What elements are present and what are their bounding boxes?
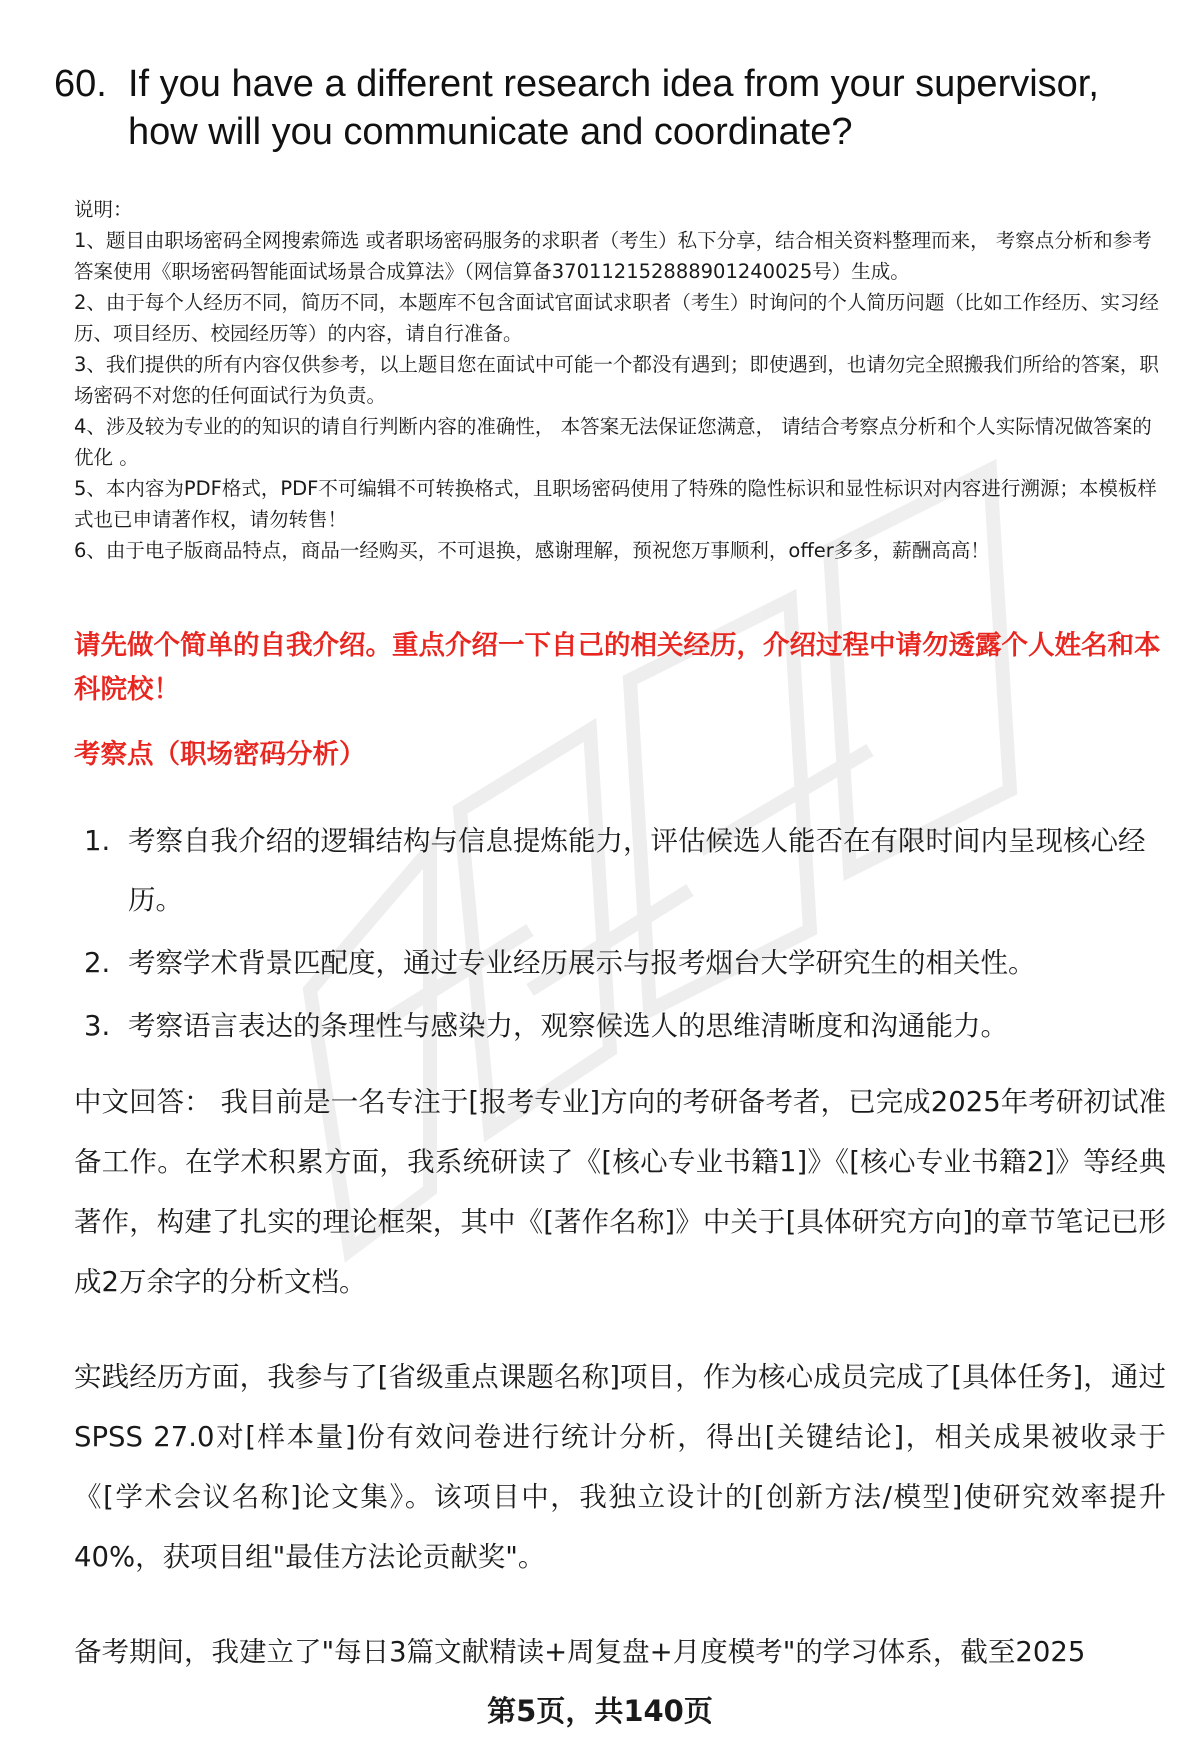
analysis-point [84,812,1164,930]
page-footer: 第5页，共140页 [487,1694,713,1728]
point-text: 考察学术背景匹配度，通过专业经历展示与报考烟台大学研究生的相关性。 [128,947,1036,979]
interview-instruction: 请先做个简单的自我介绍。重点介绍一下自己的相关经历，介绍过程中请勿透露个人姓名和本科院校！ [74,630,1161,705]
analysis-point [84,997,1164,1056]
point-number: 1. [84,825,111,857]
notes-heading: 说明： [74,198,133,221]
note-item: 1、题目由职场密码全网搜索筛选 或者职场密码服务的求职者（考生）私下分享，结合相关资料整理而来， 考察点分析和参考答案使用《职场密码智能面试场景合成算法》（网信算备370112152888901240025号）生成。 [74,229,1152,283]
analysis-point [84,934,1164,993]
point-text: 考察语言表达的条理性与感染力，观察候选人的思维清晰度和沟通能力。 [128,1010,1008,1042]
question-number: 60. [54,63,107,105]
answer-paragraph-2: 实践经历方面，我参与了[省级重点课题名称]项目，作为核心成员完成了[具体任务]，通过SPSS 27.0对[样本量]份有效问卷进行统计分析，得出[关键结论]，相关成果被收录于《[学术会议名称]论文集》。该项目中，我独立设计的[创新方法/模型]使研究效率提升40%，获项目组"最佳方法论贡献奖"。 [74,1361,1166,1573]
answer-paragraph-1: 中文回答： 我目前是一名专注于[报考专业]方向的考研备考者，已完成2025年考研初试准备工作。在学术积累方面，我系统研读了《[核心专业书籍1]》《[核心专业书籍2]》等经典著作，构建了扎实的理论框架，其中《[著作名称]》中关于[具体研究方向]的章节笔记已形成2万余字的分析文档。 [74,1086,1166,1298]
point-number: 2. [84,947,111,979]
point-text: 考察自我介绍的逻辑结构与信息提炼能力，评估候选人能否在有限时间内呈现核心经历。 [128,825,1146,916]
point-number: 3. [84,1010,111,1042]
question-heading [54,60,1154,156]
note-item: 6、由于电子版商品特点，商品一经购买，不可退换，感谢理解，预祝您万事顺利，offer多多，薪酬高高！ [74,539,990,562]
note-item: 5、本内容为PDF格式，PDF不可编辑不可转换格式，且职场密码使用了特殊的隐性标识和显性标识对内容进行溯源；本模板样式也已申请著作权，请勿转售！ [74,477,1157,531]
note-item: 2、由于每个人经历不同，简历不同，本题库不包含面试官面试求职者（考生）时询问的个人简历问题（比如工作经历、实习经历、项目经历、校园经历等）的内容，请自行准备。 [74,291,1159,345]
analysis-title: 考察点（职场密码分析） [74,739,366,770]
analysis-points [84,812,1164,1060]
answer-paragraph-3: 备考期间，我建立了"每日3篇文献精读+周复盘+月度模考"的学习体系，截至2025 [74,1636,1086,1668]
notes-section [74,194,1164,566]
question-text: If you have a different research idea from your supervisor, how will you communicate and coordinate? [128,63,1099,153]
note-item: 4、涉及较为专业的的知识的请自行判断内容的准确性， 本答案无法保证您满意， 请结合考察点分析和个人实际情况做答案的优化 。 [74,415,1152,469]
note-item: 3、我们提供的所有内容仅供参考，以上题目您在面试中可能一个都没有遇到；即使遇到，也请勿完全照搬我们所给的答案，职场密码不对您的任何面试行为负责。 [74,353,1159,407]
